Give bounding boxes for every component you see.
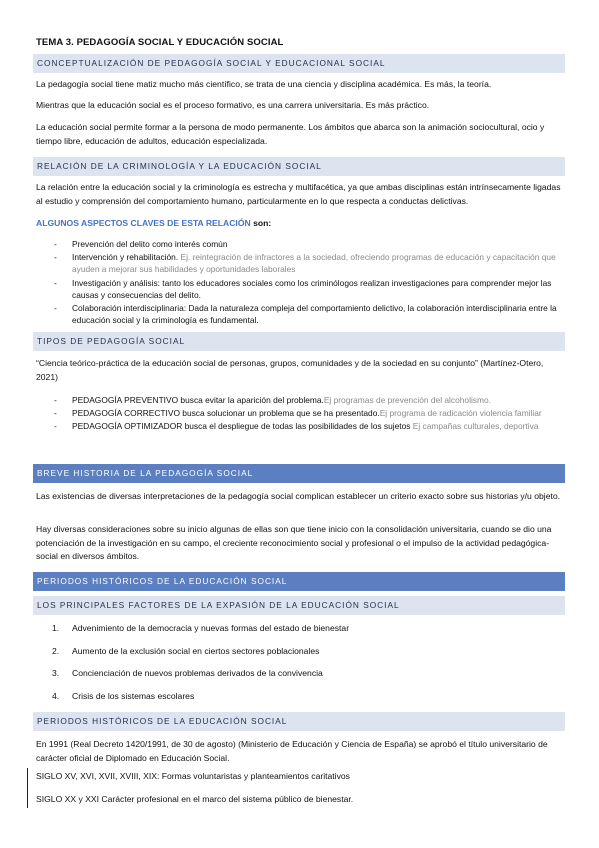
paragraph: La educación social permite formar a la persona de modo permanente. Los ámbitos que abarca son la animación sociocultural, ocio y tiempo libre, educación de adultos, educación especializada. [36, 122, 545, 146]
types-list [54, 394, 562, 434]
item-example: Ej. reintegración de infractores a la sociedad, ofreciendo programas de educación y capacitación que ayuden a mejorar sus habilidades y oportunidades laborales [72, 252, 556, 275]
paragraph: La pedagogía social tiene matiz mucho más científico, se trata de una ciencia y disciplina académica. Es más, la teoría. [36, 79, 492, 89]
item-text: PEDAGOGÍA PREVENTIVO busca evitar la aparición del problema. [72, 395, 324, 405]
section-heading-relacion: RELACIÓN DE LA CRIMINOLOGÍA Y LA EDUCACIÓN SOCIAL [33, 157, 565, 176]
item-example: Ej campañas culturales, deportiva [412, 421, 539, 432]
list-item [54, 407, 562, 419]
list-item [52, 668, 349, 691]
list-item [54, 277, 562, 301]
paragraph: Las existencias de diversas interpretaciones de la pedagogía social complican establecer un criterio exacto sobre sus historias y/u objeto. [36, 491, 561, 501]
margin-mark [27, 768, 28, 808]
item-text: Colaboración interdisciplinaria: Dada la naturaleza compleja del comportamiento delictivo, la colaboración interdisciplinaria entre la educación social y la criminología es fundamental. [72, 303, 557, 326]
item-text: Concienciación de nuevos problemas derivados de la convivencia [72, 668, 323, 679]
list-item [54, 420, 562, 432]
paragraph: En 1991 (Real Decreto 1420/1991, de 30 de agosto) (Ministerio de Educación y Ciencia de España) se aprobó el título universitario de carácter oficial de Diplomado en Educación Social. [36, 739, 548, 763]
list-item [54, 302, 562, 326]
section-heading-conceptualizacion: CONCEPTUALIZACIÓN DE PEDAGOGÍA SOCIAL Y EDUCACIONAL SOCIAL [33, 54, 565, 73]
list-item [54, 251, 562, 275]
list-item [52, 646, 349, 669]
item-number: 3. [52, 668, 60, 679]
item-text: PEDAGOGÍA OPTIMIZADOR busca el despliegue de todas las posibilidades de los sujetos [72, 421, 413, 432]
list-item [52, 691, 349, 714]
paragraph: Mientras que la educación social es el proceso formativo, es una carrera universitaria. Es más práctico. [36, 100, 430, 110]
item-text: Advenimiento de la democracia y nuevas formas del estado de bienestar [72, 623, 350, 633]
paragraph: SIGLO XX y XXI Carácter profesional en el marco del sistema público de bienestar. [36, 794, 354, 804]
section-heading-historia: BREVE HISTORIA DE LA PEDAGOGÍA SOCIAL [33, 464, 565, 483]
item-example: Ej programas de prevención del alcoholismo. [323, 395, 491, 405]
item-number: 2. [52, 645, 60, 656]
paragraph: La relación entre la educación social y la criminología es estrecha y multifacética, ya que ambas disciplinas están intrínsecamente ligadas al estudio y comprensión del comportamiento humano, particularmente en lo que respecta a conductas delictivas. [36, 182, 561, 206]
aspects-label: ALGUNOS ASPECTOS CLAVES DE ESTA RELACIÓN [36, 218, 251, 228]
factors-list [52, 623, 349, 713]
aspects-list [54, 238, 562, 327]
item-text: PEDAGOGÍA CORRECTIVO busca solucionar un problema que se ha presentado. [72, 408, 380, 419]
section-heading-tipos: TIPOS DE PEDAGOGÍA SOCIAL [33, 332, 565, 351]
section-heading-periodos: PERIODOS HISTÓRICOS DE LA EDUCACIÓN SOCIAL [33, 572, 565, 591]
item-example: Ej programa de radicación violencia familiar [379, 408, 542, 419]
subsection-heading-periodos: PERIODOS HISTÓRICOS DE LA EDUCACIÓN SOCIAL [33, 712, 565, 731]
item-text: Intervención y rehabilitación. [72, 252, 181, 263]
paragraph: SIGLO XV, XVI, XVII, XVIII, XIX: Formas voluntaristas y planteamientos caritativos [36, 771, 350, 781]
subsection-heading-factores: LOS PRINCIPALES FACTORES DE LA EXPASIÓN DE LA EDUCACIÓN SOCIAL [33, 596, 565, 615]
paragraph: Hay diversas consideraciones sobre su inicio algunas de ellas son que tiene inicio con la consolidación universitaria, cuando se dio una potenciación de la investigación en su campo, el creciente reconocimiento social y profesional o el impulso de la actividad pedagógica-social en diversos ámbitos. [36, 524, 552, 561]
item-text: Crisis de los sistemas escolares [72, 690, 195, 701]
page-title: TEMA 3. PEDAGOGÍA SOCIAL Y EDUCACIÓN SOCIAL [36, 37, 284, 48]
quote: “Ciencia teórico-práctica de la educación social de personas, grupos, comunidades y de la sociedad en su conjunto” (Martínez-Otero, 2021) [36, 358, 544, 382]
aspects-subheading [36, 218, 271, 228]
item-number: 1. [52, 623, 60, 633]
item-text: Investigación y análisis: tanto los educadores sociales como los criminólogos realizan investigaciones para comprender mejor las causas y consecuencias del delito. [72, 277, 552, 300]
list-item [52, 623, 349, 646]
list-item [54, 238, 562, 250]
item-text: Prevención del delito como interés común [72, 239, 228, 249]
item-text: Aumento de la exclusión social en ciertos sectores poblacionales [72, 645, 320, 656]
list-item [54, 394, 562, 406]
item-number: 4. [52, 690, 60, 701]
aspects-suffix: son: [250, 218, 272, 228]
